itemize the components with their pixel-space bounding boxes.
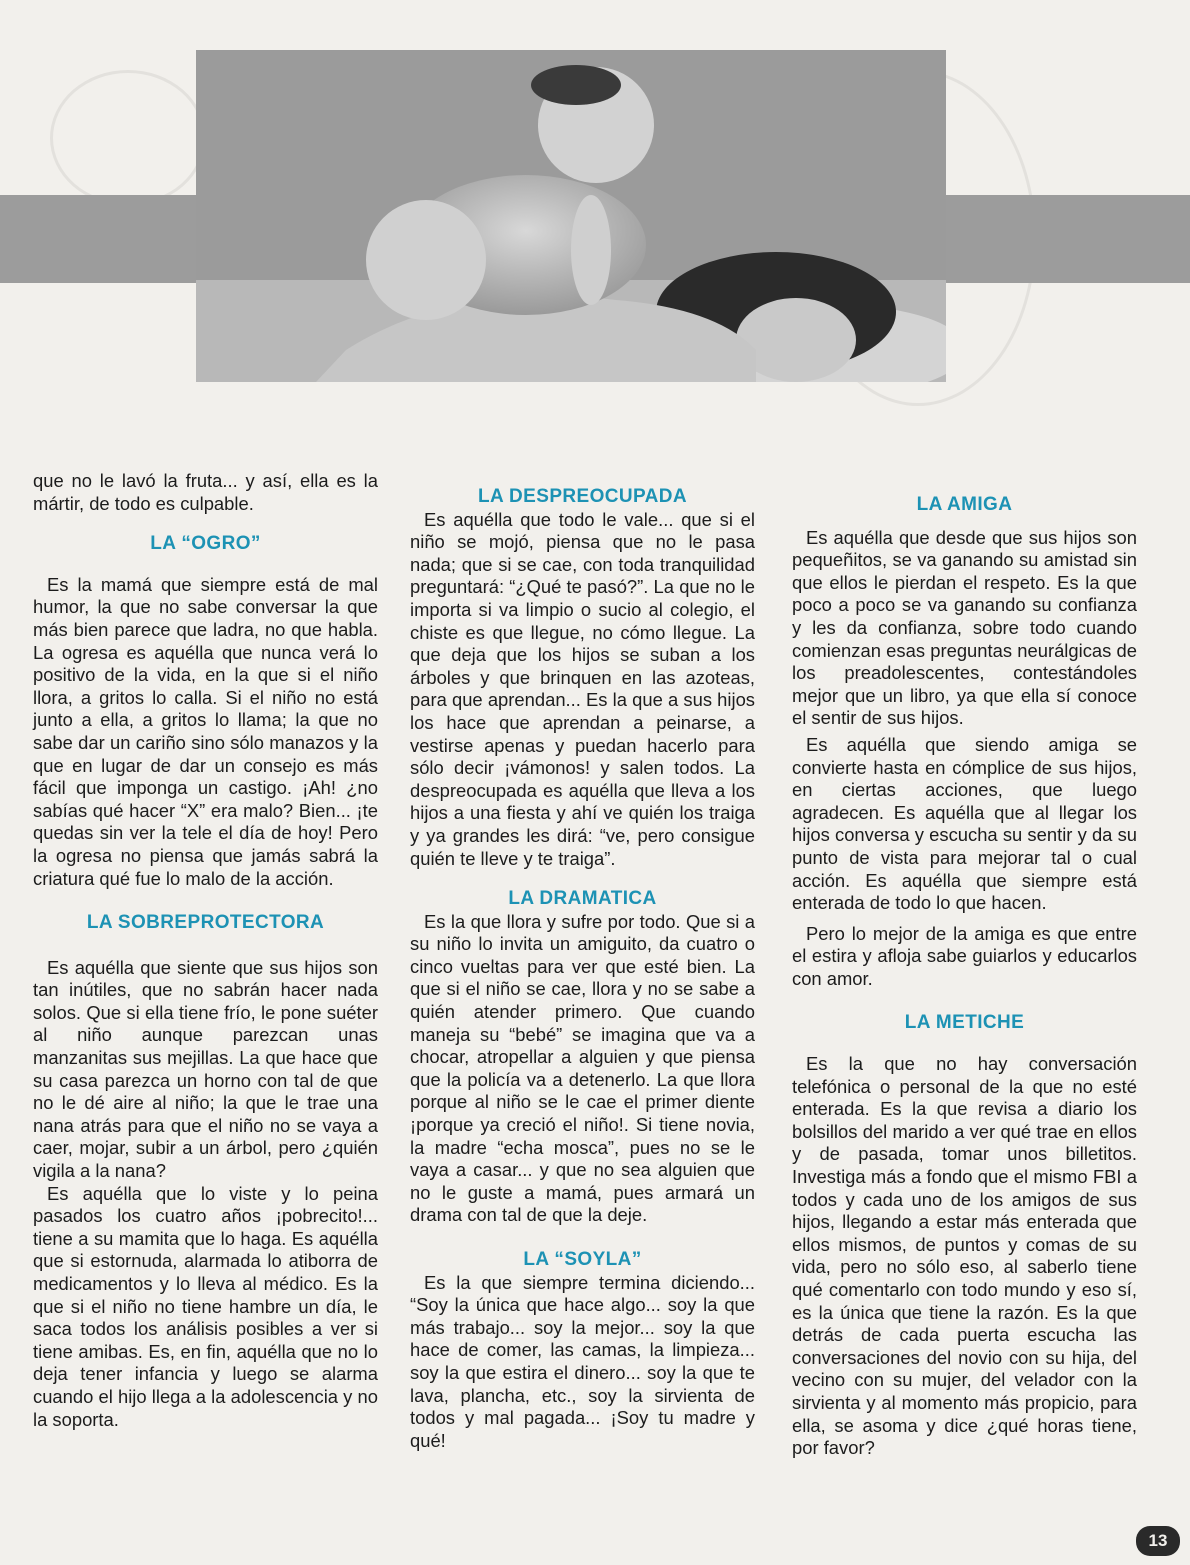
amiga-paragraph-2: Es aquélla que siendo amiga se convierte hasta en cómplice de sus hijos, en ciertas acciones, que luego agradecen. Es aquélla que al llegar los hijos conversa y escucha su sentir y da su punto de vista para mejorar tal o cual acción. Es aquélla que siempre está enterada de todo lo que hacen. — [792, 733, 1137, 914]
heading-ogro: LA “OGRO” — [150, 533, 261, 555]
column-3 — [792, 470, 1137, 1460]
heading-amiga: LA AMIGA — [916, 494, 1013, 515]
intro-paragraph: que no le lavó la fruta... y así, ella es la mártir, de todo es culpable. — [33, 470, 378, 514]
amiga-paragraph-3: Pero lo mejor de la amiga es que entre el estira y afloja sabe guiarlos y educarlos con amor. — [792, 922, 1137, 989]
despreocupada-paragraph: Es aquélla que todo le vale... que si el niño se mojó, piensa que no le pasa nada; que si se cae, con toda tranquilidad preguntará: “¿Qué te pasó?”. La que no le importa si va limpio o sucio al colegio, el chiste es que llegue, no cómo llegue. La que deja que los hijos se suban a los árboles y que brinquen en las azoteas, para que aprendan... Es la que a sus hijos los hace que aprendan a peinarse, a vestirse apenas y puedan hacerlo para sólo decir ¡vámonos! y salen todos. La despreocupada es aquélla que lleva a los hijos a una fiesta y ahí ve quién los traiga y ya grandes les dirá: “ve, pero consigue quién te lleve y te traiga”. — [410, 508, 755, 869]
column-2 — [410, 470, 755, 1452]
bleed-through-seal-small — [50, 70, 206, 206]
heading-despreocupada: LA DESPREOCUPADA — [477, 486, 688, 507]
page-number-badge: 13 — [1136, 1526, 1180, 1556]
heading-soyla: LA “SOYLA” — [523, 1249, 642, 1270]
column-1 — [33, 470, 378, 1431]
heading-metiche: LA METICHE — [904, 1012, 1025, 1034]
ogro-paragraph: Es la mamá que siempre está de mal humor, la que no sabe conversar la que más bien parece que ladra, no que habla. La ogresa es aquélla que nunca verá lo positivo de la vida, en la que si el niño llora, a gritos lo calla. Si el niño no está junto a ella, a gritos lo llama; la que no sabe dar un cariño sino sólo manazos y la que en lugar de dar un consejo es más fácil que imponga un castigo. ¡Ah! ¿no sabías qué hacer “X” era malo? Bien... ¡te quedas sin ver la tele el día de hoy! Pero la ogresa no piensa que jamás sabrá la criatura qué fue lo malo de la acción. — [33, 573, 378, 889]
soyla-paragraph: Es la que siempre termina diciendo... “Soy la única que hace algo... soy la que más trabajo... soy la mejor... soy la que hace de comer, las camas, la limpieza... soy la que estira el dinero... soy la que te lava, plancha, etc., soy la sirvienta de todos y mal pagada... ¡Soy tu madre y qué! — [410, 1271, 755, 1451]
sobreprotectora-paragraph-2: Es aquélla que lo viste y lo peina pasados los cuatro años ¡pobrecito!... tiene a su mamita que lo haga. Es aquélla que si estornuda, alarmada lo atiborra de medicamentos y lo lleva al médico. Es la que si el niño no tiene hambre un día, le saca todos los análisis posibles a ver si tiene amibas. Es, en fin, aquélla que no lo deja tener infancia y luego se alarma cuando el hijo llega a la adolescencia y no la soporta. — [33, 1182, 378, 1430]
heading-dramatica: LA DRAMATICA — [508, 888, 657, 910]
heading-sobreprotectora: LA SOBREPROTECTORA — [86, 912, 325, 934]
photo-icon — [196, 50, 946, 382]
gray-band-right — [944, 195, 1190, 283]
gray-band-left — [0, 195, 198, 283]
amiga-paragraph-1: Es aquélla que desde que sus hijos son pequeñitos, se va ganando su amistad sin que ellos le pierdan el respeto. Es la que poco a poco se va ganando su confianza y les da confianza, sobre todo cuando comienzan esas preguntas neurálgicas de los preadolescentes, contestándoles mejor que un libro, ya que ella sí conoce el sentir de sus hijos. — [792, 526, 1137, 729]
photo-mother-and-baby — [196, 50, 946, 382]
metiche-paragraph: Es la que no hay conversación telefónica o personal de la que no esté enterada. Es la que revisa a diario los bolsillos del marido a ver qué trae en ellos y de pasada, tomar unos billetitos. Investiga más a fondo que el mismo FBI a todos y cada uno de los amigos de sus hijos, llegando a estar más enterada que ellos mismos, de puntos y comas de su vida, pero no sólo eso, al saberlo tiene qué comentarlo con todo mundo y eso sí, es la única que tiene la razón. Es la que detrás de cada puerta escucha las conversaciones del novio con su hija, del vecino con su mujer, del velador con la sirvienta y al momento más propicio, para ella, se asoma y dice ¿qué horas tiene, por favor? — [792, 1053, 1137, 1459]
dramatica-paragraph: Es la que llora y sufre por todo. Que si a su niño lo invita un amiguito, da cuatro o cinco vueltas para ver que esté bien. La que si el niño se cae, llora y no se sabe a quién atender primero. Que cuando maneja su “bebé” se imagina que va a chocar, atropellar a alguien y que piensa que la policía va a detenerlo. La que llora porque al niño se le cae el primer diente ¡porque ya creció el niño!. Si tiene novia, la madre “echa mosca”, pues no se le vaya a casar... y que no sea alguien que no le guste a mamá, pues armará un drama con tal de que la deje. — [410, 910, 755, 1226]
sobreprotectora-paragraph-1: Es aquélla que siente que sus hijos son tan inútiles, que no sabrán hacer nada solos. Que si ella tiene frío, le pone suéter al niño aunque parezcan unas manzanitas sus mejillas. La que hace que su casa parezca un horno con tal de que no le dé aire al niño; la que le trae una nana atrás para que el niño no se vaya a caer, mojar, subir a un árbol, pero ¿quién vigila a la nana? — [33, 956, 378, 1182]
